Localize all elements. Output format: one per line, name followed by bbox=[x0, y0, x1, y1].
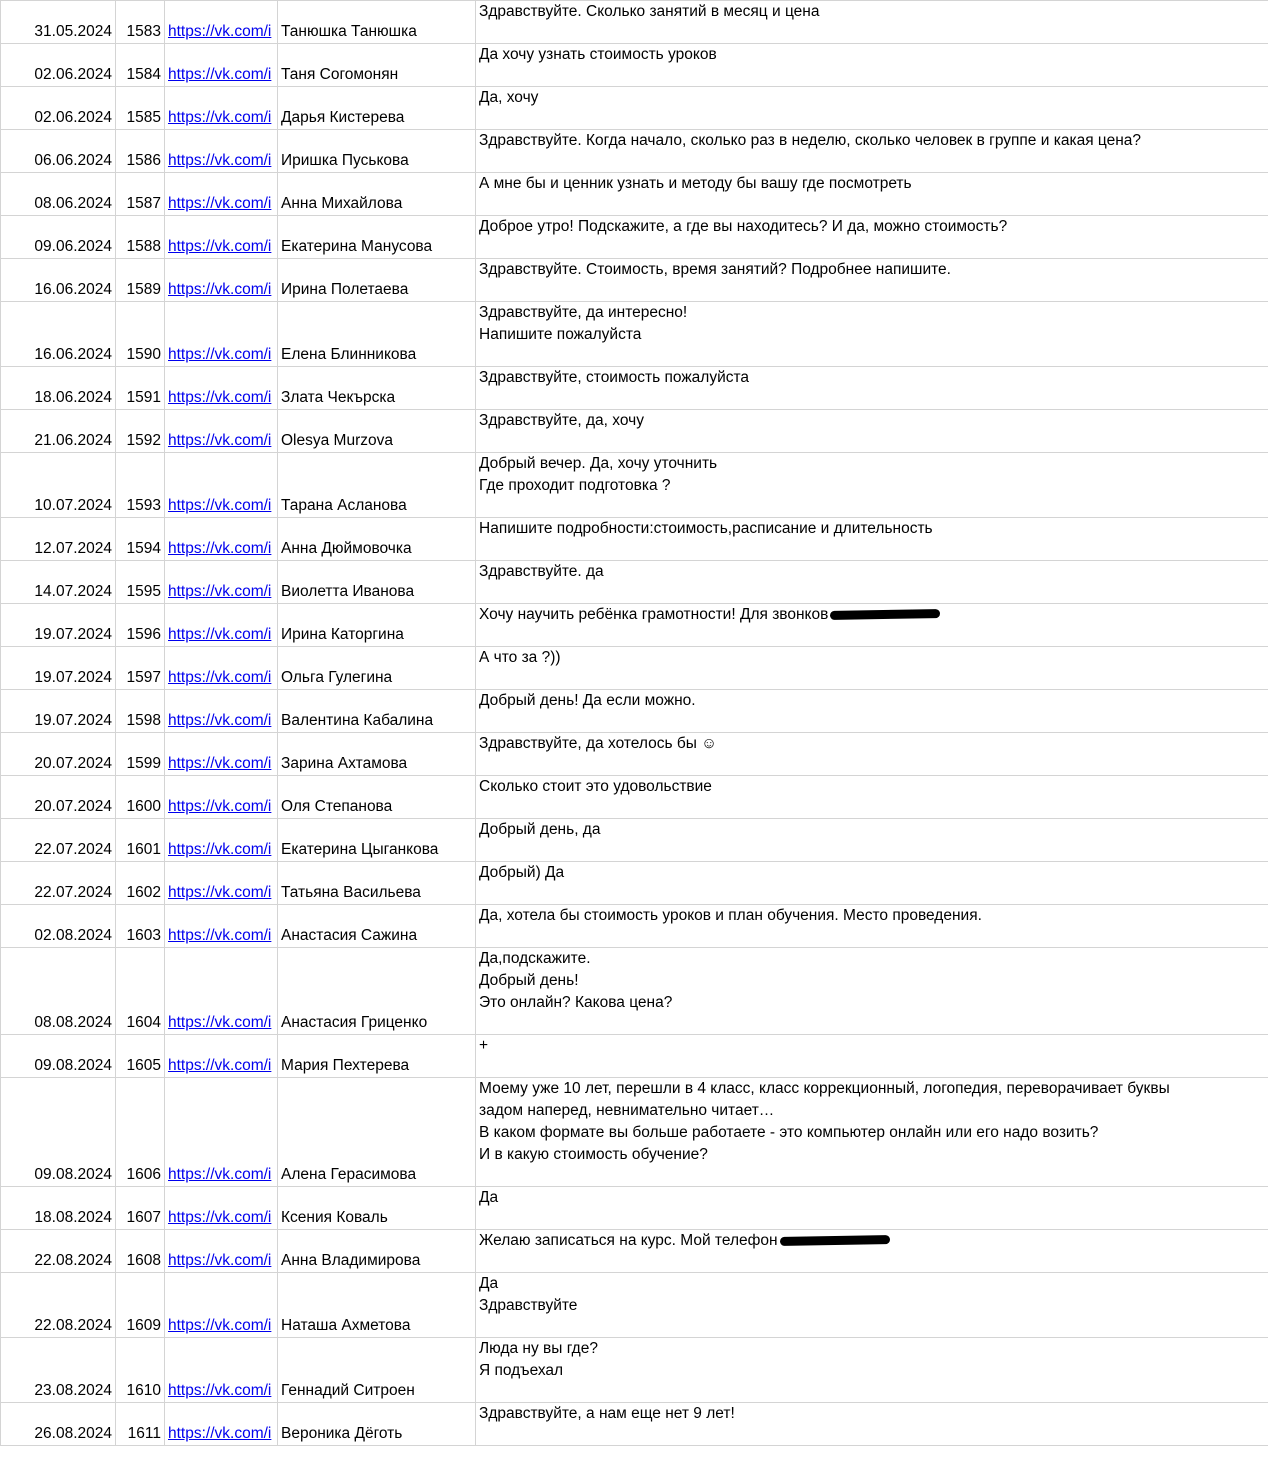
profile-link[interactable]: https://vk.com/i bbox=[168, 497, 272, 514]
message-cell[interactable] bbox=[476, 453, 1268, 518]
date-cell[interactable]: 16.06.2024 bbox=[1, 302, 116, 367]
message-line: Напишите подробности:стоимость,расписание и длительность bbox=[479, 520, 933, 537]
message-line: Добрый вечер. Да, хочу уточнить bbox=[479, 455, 718, 472]
id-cell[interactable]: 1586 bbox=[116, 130, 165, 173]
message-line: Напишите пожалуйста bbox=[479, 326, 642, 343]
message-cell[interactable] bbox=[476, 690, 1268, 733]
redacted-phone-mark bbox=[830, 609, 940, 620]
message-cell[interactable] bbox=[476, 44, 1268, 87]
date-cell[interactable]: 06.06.2024 bbox=[1, 130, 116, 173]
link-cell[interactable] bbox=[165, 690, 278, 733]
date-cell[interactable]: 02.06.2024 bbox=[1, 87, 116, 130]
message-line: Желаю записаться на курс. Мой телефон bbox=[479, 1230, 1265, 1252]
profile-link[interactable]: https://vk.com/i bbox=[168, 1209, 272, 1226]
message-line: Доброе утро! Подскажите, а где вы находитесь? И да, можно стоимость? bbox=[479, 218, 1008, 235]
name-cell[interactable]: Анна Владимирова bbox=[278, 1230, 476, 1273]
id-cell[interactable]: 1604 bbox=[116, 948, 165, 1035]
link-cell[interactable] bbox=[165, 604, 278, 647]
message-cell[interactable] bbox=[476, 1078, 1268, 1187]
message-cell[interactable] bbox=[476, 259, 1268, 302]
table-row[interactable] bbox=[1, 87, 1268, 130]
date-cell[interactable]: 10.07.2024 bbox=[1, 453, 116, 518]
link-cell[interactable] bbox=[165, 302, 278, 367]
date-cell[interactable]: 22.08.2024 bbox=[1, 1230, 116, 1273]
date-cell[interactable]: 02.06.2024 bbox=[1, 44, 116, 87]
message-line: Здравствуйте. да bbox=[479, 563, 604, 580]
profile-link[interactable]: https://vk.com/i bbox=[168, 346, 272, 363]
message-cell[interactable] bbox=[476, 733, 1268, 776]
id-cell[interactable]: 1588 bbox=[116, 216, 165, 259]
profile-link[interactable]: https://vk.com/i bbox=[168, 798, 272, 815]
spreadsheet-body bbox=[1, 1, 1268, 1446]
id-cell[interactable]: 1596 bbox=[116, 604, 165, 647]
date-cell[interactable]: 26.08.2024 bbox=[1, 1403, 116, 1446]
date-cell[interactable]: 02.08.2024 bbox=[1, 905, 116, 948]
message-cell[interactable] bbox=[476, 1338, 1268, 1403]
date-cell[interactable]: 09.06.2024 bbox=[1, 216, 116, 259]
id-cell[interactable]: 1590 bbox=[116, 302, 165, 367]
name-cell[interactable]: Анастасия Сажина bbox=[278, 905, 476, 948]
message-line: Здравствуйте, стоимость пожалуйста bbox=[479, 369, 750, 386]
table-row[interactable] bbox=[1, 948, 1268, 1035]
name-cell[interactable]: Ольга Гулегина bbox=[278, 647, 476, 690]
name-cell[interactable]: Тарана Асланова bbox=[278, 453, 476, 518]
id-cell[interactable]: 1600 bbox=[116, 776, 165, 819]
id-cell[interactable]: 1601 bbox=[116, 819, 165, 862]
message-cell[interactable] bbox=[476, 130, 1268, 173]
date-cell[interactable]: 19.07.2024 bbox=[1, 604, 116, 647]
profile-link[interactable]: https://vk.com/i bbox=[168, 195, 272, 212]
name-cell[interactable]: Иришка Пуськова bbox=[278, 130, 476, 173]
profile-link[interactable]: https://vk.com/i bbox=[168, 669, 272, 686]
table-row[interactable] bbox=[1, 561, 1268, 604]
table-row[interactable] bbox=[1, 44, 1268, 87]
profile-link[interactable]: https://vk.com/i bbox=[168, 389, 272, 406]
table-row[interactable] bbox=[1, 647, 1268, 690]
message-line: А мне бы и ценник узнать и методу бы вашу где посмотреть bbox=[479, 175, 912, 192]
id-cell[interactable]: 1592 bbox=[116, 410, 165, 453]
message-line: Да, хочу bbox=[479, 89, 539, 106]
name-cell[interactable]: Olesya Murzova bbox=[278, 410, 476, 453]
profile-link[interactable]: https://vk.com/i bbox=[168, 540, 272, 557]
table-row[interactable] bbox=[1, 776, 1268, 819]
message-line: Моему уже 10 лет, перешли в 4 класс, класс коррекционный, логопедия, переворачивает буквы bbox=[479, 1080, 1170, 1097]
message-line: Сколько стоит это удовольствие bbox=[479, 778, 712, 795]
name-cell[interactable]: Дарья Кистерева bbox=[278, 87, 476, 130]
table-row[interactable] bbox=[1, 1078, 1268, 1187]
table-row[interactable] bbox=[1, 905, 1268, 948]
message-line: + bbox=[479, 1037, 489, 1054]
date-cell[interactable]: 18.08.2024 bbox=[1, 1187, 116, 1230]
profile-link[interactable]: https://vk.com/i bbox=[168, 23, 272, 40]
table-row[interactable] bbox=[1, 1230, 1268, 1273]
message-cell[interactable] bbox=[476, 1, 1268, 44]
table-row[interactable] bbox=[1, 453, 1268, 518]
date-cell[interactable]: 31.05.2024 bbox=[1, 1, 116, 44]
name-cell[interactable]: Татьяна Васильева bbox=[278, 862, 476, 905]
message-line: Где проходит подготовка ? bbox=[479, 477, 671, 494]
message-line: Люда ну вы где? bbox=[479, 1340, 598, 1357]
message-line: Добрый) Да bbox=[479, 864, 565, 881]
profile-link[interactable]: https://vk.com/i bbox=[168, 1317, 272, 1334]
name-cell[interactable]: Анна Михайлова bbox=[278, 173, 476, 216]
date-cell[interactable]: 08.08.2024 bbox=[1, 948, 116, 1035]
message-cell[interactable] bbox=[476, 604, 1268, 647]
message-line: Здравствуйте, да хотелось бы ☺ bbox=[479, 735, 717, 752]
date-cell[interactable]: 09.08.2024 bbox=[1, 1078, 116, 1187]
name-cell[interactable]: Наташа Ахметова bbox=[278, 1273, 476, 1338]
profile-link[interactable]: https://vk.com/i bbox=[168, 583, 272, 600]
table-row[interactable] bbox=[1, 604, 1268, 647]
message-line: А что за ?)) bbox=[479, 649, 561, 666]
link-cell[interactable] bbox=[165, 216, 278, 259]
message-line: Да, хотела бы стоимость уроков и план обучения. Место проведения. bbox=[479, 907, 982, 924]
message-cell[interactable] bbox=[476, 905, 1268, 948]
link-cell[interactable] bbox=[165, 647, 278, 690]
message-cell[interactable] bbox=[476, 518, 1268, 561]
name-cell[interactable]: Екатерина Манусова bbox=[278, 216, 476, 259]
date-cell[interactable]: 23.08.2024 bbox=[1, 1338, 116, 1403]
id-cell[interactable]: 1602 bbox=[116, 862, 165, 905]
table-row[interactable] bbox=[1, 173, 1268, 216]
id-cell[interactable]: 1608 bbox=[116, 1230, 165, 1273]
message-cell[interactable] bbox=[476, 1273, 1268, 1338]
name-cell[interactable]: Валентина Кабалина bbox=[278, 690, 476, 733]
message-line: Здравствуйте, да, хочу bbox=[479, 412, 644, 429]
name-cell[interactable]: Злата Чекърска bbox=[278, 367, 476, 410]
link-cell[interactable] bbox=[165, 1230, 278, 1273]
date-cell[interactable]: 16.06.2024 bbox=[1, 259, 116, 302]
link-cell[interactable] bbox=[165, 367, 278, 410]
message-cell[interactable] bbox=[476, 862, 1268, 905]
profile-link[interactable]: https://vk.com/i bbox=[168, 432, 272, 449]
id-cell[interactable]: 1584 bbox=[116, 44, 165, 87]
message-cell[interactable] bbox=[476, 647, 1268, 690]
profile-link[interactable]: https://vk.com/i bbox=[168, 1057, 272, 1074]
name-cell[interactable]: Елена Блинникова bbox=[278, 302, 476, 367]
message-cell[interactable] bbox=[476, 1230, 1268, 1273]
message-cell[interactable] bbox=[476, 1187, 1268, 1230]
table-row[interactable] bbox=[1, 1403, 1268, 1446]
name-cell[interactable]: Зарина Ахтамова bbox=[278, 733, 476, 776]
name-cell[interactable]: Алена Герасимова bbox=[278, 1078, 476, 1187]
message-cell[interactable] bbox=[476, 776, 1268, 819]
link-cell[interactable] bbox=[165, 819, 278, 862]
table-row[interactable] bbox=[1, 1187, 1268, 1230]
name-cell[interactable]: Вероника Дёготь bbox=[278, 1403, 476, 1446]
link-cell[interactable] bbox=[165, 173, 278, 216]
link-cell[interactable] bbox=[165, 1, 278, 44]
message-cell[interactable] bbox=[476, 948, 1268, 1035]
redacted-phone-mark bbox=[779, 1235, 889, 1246]
message-line: Да,подскажите. bbox=[479, 950, 591, 967]
link-cell[interactable] bbox=[165, 259, 278, 302]
message-line: Это онлайн? Какова цена? bbox=[479, 994, 673, 1011]
name-cell[interactable]: Геннадий Ситроен bbox=[278, 1338, 476, 1403]
message-line: Добрый день! Да если можно. bbox=[479, 692, 696, 709]
id-cell[interactable]: 1595 bbox=[116, 561, 165, 604]
date-cell[interactable]: 08.06.2024 bbox=[1, 173, 116, 216]
table-row[interactable] bbox=[1, 819, 1268, 862]
date-cell[interactable]: 18.06.2024 bbox=[1, 367, 116, 410]
message-line: Добрый день! bbox=[479, 972, 579, 989]
table-row[interactable] bbox=[1, 1, 1268, 44]
profile-link[interactable]: https://vk.com/i bbox=[168, 1252, 272, 1269]
message-line: Да bbox=[479, 1189, 499, 1206]
id-cell[interactable]: 1593 bbox=[116, 453, 165, 518]
table-row[interactable] bbox=[1, 733, 1268, 776]
name-cell[interactable]: Оля Степанова bbox=[278, 776, 476, 819]
link-cell[interactable] bbox=[165, 948, 278, 1035]
message-cell[interactable] bbox=[476, 1403, 1268, 1446]
message-line: Хочу научить ребёнка грамотности! Для звонков bbox=[479, 604, 1265, 626]
date-cell[interactable]: 14.07.2024 bbox=[1, 561, 116, 604]
date-cell[interactable]: 19.07.2024 bbox=[1, 690, 116, 733]
message-cell[interactable] bbox=[476, 87, 1268, 130]
link-cell[interactable] bbox=[165, 733, 278, 776]
link-cell[interactable] bbox=[165, 776, 278, 819]
message-cell[interactable] bbox=[476, 1035, 1268, 1078]
profile-link[interactable]: https://vk.com/i bbox=[168, 281, 272, 298]
message-line: И в какую стоимость обучение? bbox=[479, 1146, 708, 1163]
id-cell[interactable]: 1585 bbox=[116, 87, 165, 130]
date-cell[interactable]: 20.07.2024 bbox=[1, 776, 116, 819]
date-cell[interactable]: 19.07.2024 bbox=[1, 647, 116, 690]
profile-link[interactable]: https://vk.com/i bbox=[168, 1425, 272, 1442]
link-cell[interactable] bbox=[165, 1403, 278, 1446]
profile-link[interactable]: https://vk.com/i bbox=[168, 1382, 272, 1399]
profile-link[interactable]: https://vk.com/i bbox=[168, 1166, 272, 1183]
message-line: Здравствуйте, а нам еще нет 9 лет! bbox=[479, 1405, 735, 1422]
table-row[interactable] bbox=[1, 1273, 1268, 1338]
id-cell[interactable]: 1598 bbox=[116, 690, 165, 733]
name-cell[interactable]: Ирина Полетаева bbox=[278, 259, 476, 302]
name-cell[interactable]: Ирина Каторгина bbox=[278, 604, 476, 647]
message-cell[interactable] bbox=[476, 367, 1268, 410]
link-cell[interactable] bbox=[165, 905, 278, 948]
message-line: Здравствуйте. Стоимость, время занятий? Подробнее напишите. bbox=[479, 261, 951, 278]
message-cell[interactable] bbox=[476, 410, 1268, 453]
name-cell[interactable]: Виолетта Иванова bbox=[278, 561, 476, 604]
profile-link[interactable]: https://vk.com/i bbox=[168, 755, 272, 772]
link-cell[interactable] bbox=[165, 1273, 278, 1338]
message-line: Да bbox=[479, 1275, 499, 1292]
date-cell[interactable]: 20.07.2024 bbox=[1, 733, 116, 776]
date-cell[interactable]: 09.08.2024 bbox=[1, 1035, 116, 1078]
name-cell[interactable]: Ксения Коваль bbox=[278, 1187, 476, 1230]
message-line: Добрый день, да bbox=[479, 821, 601, 838]
profile-link[interactable]: https://vk.com/i bbox=[168, 626, 272, 643]
message-line: Я подъехал bbox=[479, 1362, 564, 1379]
table-row[interactable] bbox=[1, 259, 1268, 302]
message-line: задом наперед, невнимательно читает… bbox=[479, 1102, 775, 1119]
id-cell[interactable]: 1606 bbox=[116, 1078, 165, 1187]
id-cell[interactable]: 1607 bbox=[116, 1187, 165, 1230]
profile-link[interactable]: https://vk.com/i bbox=[168, 1014, 272, 1031]
id-cell[interactable]: 1603 bbox=[116, 905, 165, 948]
id-cell[interactable]: 1583 bbox=[116, 1, 165, 44]
message-cell[interactable] bbox=[476, 173, 1268, 216]
date-cell[interactable]: 22.07.2024 bbox=[1, 862, 116, 905]
profile-link[interactable]: https://vk.com/i bbox=[168, 238, 272, 255]
message-cell[interactable] bbox=[476, 561, 1268, 604]
profile-link[interactable]: https://vk.com/i bbox=[168, 152, 272, 169]
id-cell[interactable]: 1599 bbox=[116, 733, 165, 776]
id-cell[interactable]: 1591 bbox=[116, 367, 165, 410]
name-cell[interactable]: Анастасия Гриценко bbox=[278, 948, 476, 1035]
profile-link[interactable]: https://vk.com/i bbox=[168, 712, 272, 729]
id-cell[interactable]: 1610 bbox=[116, 1338, 165, 1403]
id-cell[interactable]: 1589 bbox=[116, 259, 165, 302]
message-line: Здравствуйте. Когда начало, сколько раз в неделю, сколько человек в группе и какая цена? bbox=[479, 132, 1142, 149]
link-cell[interactable] bbox=[165, 561, 278, 604]
date-cell[interactable]: 22.08.2024 bbox=[1, 1273, 116, 1338]
date-cell[interactable]: 12.07.2024 bbox=[1, 518, 116, 561]
table-row[interactable] bbox=[1, 367, 1268, 410]
profile-link[interactable]: https://vk.com/i bbox=[168, 109, 272, 126]
date-cell[interactable]: 21.06.2024 bbox=[1, 410, 116, 453]
message-line: Да хочу узнать стоимость уроков bbox=[479, 46, 717, 63]
profile-link[interactable]: https://vk.com/i bbox=[168, 841, 272, 858]
link-cell[interactable] bbox=[165, 453, 278, 518]
id-cell[interactable]: 1597 bbox=[116, 647, 165, 690]
link-cell[interactable] bbox=[165, 410, 278, 453]
message-line: Здравствуйте. Сколько занятий в месяц и цена bbox=[479, 3, 820, 20]
message-cell[interactable] bbox=[476, 819, 1268, 862]
name-cell[interactable]: Мария Пехтерева bbox=[278, 1035, 476, 1078]
id-cell[interactable]: 1594 bbox=[116, 518, 165, 561]
table-row[interactable] bbox=[1, 518, 1268, 561]
id-cell[interactable]: 1587 bbox=[116, 173, 165, 216]
profile-link[interactable]: https://vk.com/i bbox=[168, 66, 272, 83]
message-cell[interactable] bbox=[476, 216, 1268, 259]
id-cell[interactable]: 1605 bbox=[116, 1035, 165, 1078]
id-cell[interactable]: 1609 bbox=[116, 1273, 165, 1338]
date-cell[interactable]: 22.07.2024 bbox=[1, 819, 116, 862]
table-row[interactable] bbox=[1, 130, 1268, 173]
table-row[interactable] bbox=[1, 1035, 1268, 1078]
link-cell[interactable] bbox=[165, 130, 278, 173]
name-cell[interactable]: Танюшка Танюшка bbox=[278, 1, 476, 44]
table-row[interactable] bbox=[1, 216, 1268, 259]
name-cell[interactable]: Анна Дюймовочка bbox=[278, 518, 476, 561]
message-cell[interactable] bbox=[476, 302, 1268, 367]
name-cell[interactable]: Екатерина Цыганкова bbox=[278, 819, 476, 862]
message-line: Здравствуйте bbox=[479, 1297, 578, 1314]
link-cell[interactable] bbox=[165, 862, 278, 905]
link-cell[interactable] bbox=[165, 44, 278, 87]
link-cell[interactable] bbox=[165, 1187, 278, 1230]
profile-link[interactable]: https://vk.com/i bbox=[168, 884, 272, 901]
table-row[interactable] bbox=[1, 302, 1268, 367]
link-cell[interactable] bbox=[165, 518, 278, 561]
table-row[interactable] bbox=[1, 1338, 1268, 1403]
table-row[interactable] bbox=[1, 690, 1268, 733]
id-cell[interactable]: 1611 bbox=[116, 1403, 165, 1446]
name-cell[interactable]: Таня Согомонян bbox=[278, 44, 476, 87]
message-line: В каком формате вы больше работаете - это компьютер онлайн или его надо возить? bbox=[479, 1124, 1099, 1141]
link-cell[interactable] bbox=[165, 1338, 278, 1403]
profile-link[interactable]: https://vk.com/i bbox=[168, 927, 272, 944]
message-line: Здравствуйте, да интересно! bbox=[479, 304, 688, 321]
table-row[interactable] bbox=[1, 862, 1268, 905]
link-cell[interactable] bbox=[165, 87, 278, 130]
link-cell[interactable] bbox=[165, 1035, 278, 1078]
link-cell[interactable] bbox=[165, 1078, 278, 1187]
table-row[interactable] bbox=[1, 410, 1268, 453]
